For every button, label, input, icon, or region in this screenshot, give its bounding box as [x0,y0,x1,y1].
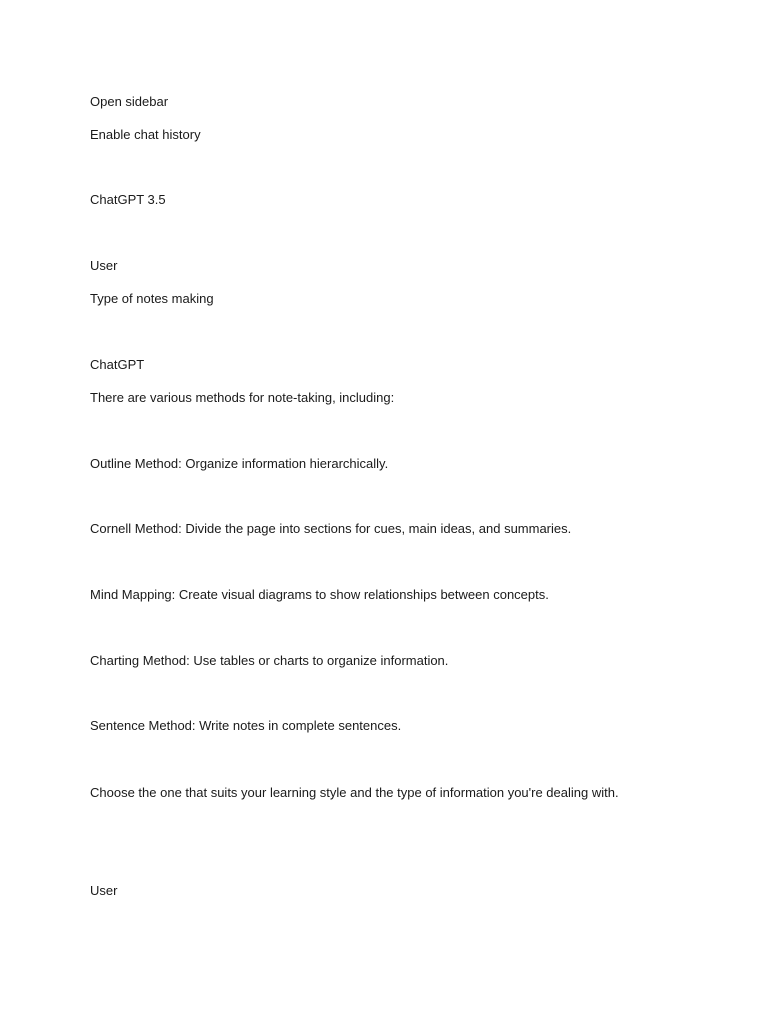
user-message-text: Type of notes making [90,291,214,306]
message-role-user: User [90,883,118,898]
enable-chat-history-link[interactable]: Enable chat history [90,127,201,142]
assistant-intro-text: There are various methods for note-taking, including: [90,390,395,405]
list-item: Outline Method: Organize information hierarchically. [90,456,389,471]
list-item: Mind Mapping: Create visual diagrams to show relationships between concepts. [90,587,549,602]
message-role-user: User [90,258,118,273]
model-name: ChatGPT 3.5 [90,192,166,207]
list-item: Charting Method: Use tables or charts to organize information. [90,653,449,668]
message-role-assistant: ChatGPT [90,357,145,372]
open-sidebar-link[interactable]: Open sidebar [90,94,169,109]
list-item: Cornell Method: Divide the page into sections for cues, main ideas, and summaries. [90,521,572,536]
assistant-closing-text: Choose the one that suits your learning style and the type of information you're dealing with. [90,785,619,800]
list-item: Sentence Method: Write notes in complete sentences. [90,718,402,733]
